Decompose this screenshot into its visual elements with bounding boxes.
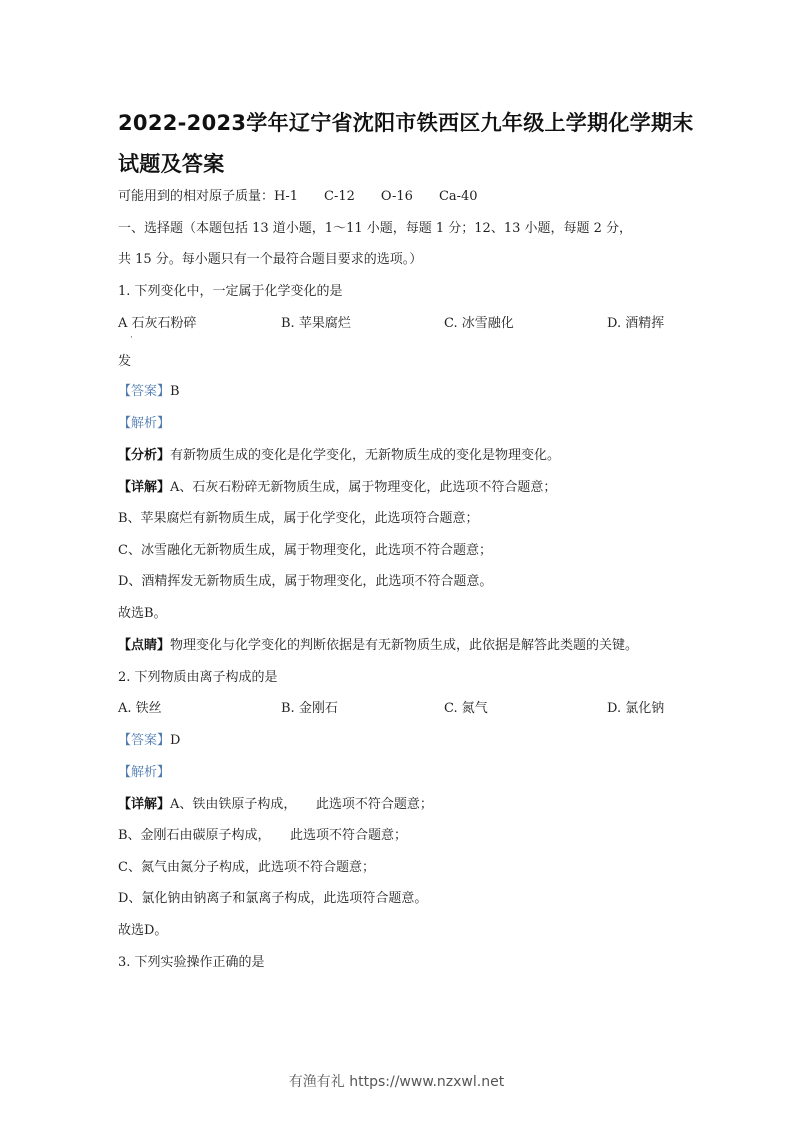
question-2-option-c: C. 氮气 bbox=[444, 701, 488, 716]
question-1-conclusion: 故选B。 bbox=[118, 606, 167, 621]
question-1-option-c: C. 冰雪融化 bbox=[444, 316, 514, 331]
question-1-dianjing bbox=[118, 638, 638, 654]
detail-text: A、石灰石粉碎无新物质生成，属于物理变化，此选项不符合题意； bbox=[170, 480, 557, 495]
question-1-option-d: D. 酒精挥 bbox=[607, 316, 665, 331]
document-title-line-2: 试题及答案 bbox=[118, 152, 225, 176]
detail-label: 【详解】 bbox=[118, 797, 171, 812]
question-1-answer bbox=[118, 384, 180, 400]
question-2-detail-a bbox=[118, 797, 433, 813]
dianjing-label: 【点睛】 bbox=[118, 638, 171, 653]
question-1-fenxi bbox=[118, 448, 560, 464]
atomic-masses: 可能用到的相对原子质量：H-1 C-12 O-16 Ca-40 bbox=[118, 189, 478, 204]
question-1-option-b: B. 苹果腐烂 bbox=[281, 316, 351, 331]
question-1-stem: 1. 下列变化中，一定属于化学变化的是 bbox=[118, 284, 343, 299]
footer-watermark: 有渔有礼 https://www.nzxwl.net bbox=[288, 1074, 505, 1090]
question-2-detail-d: D、氯化钠由钠离子和氯离子构成，此选项符合题意。 bbox=[118, 891, 428, 906]
question-1-detail-a bbox=[118, 480, 556, 496]
question-1-option-d-wrap: 发 bbox=[118, 354, 132, 369]
section-instructions-line-1: 一、选择题（本题包括 13 道小题，1～11 小题，每题 1 分；12、13 小题，每题 2 分， bbox=[118, 221, 633, 236]
fenxi-label: 【分析】 bbox=[118, 448, 171, 463]
question-2-answer bbox=[118, 733, 180, 749]
analysis-label: 【解析】 bbox=[118, 765, 171, 780]
question-2-option-b: B. 金刚石 bbox=[281, 701, 338, 716]
question-2-detail-c: C、氮气由氮分子构成，此选项不符合题意； bbox=[118, 860, 375, 875]
document-title-line-1: 2022-2023学年辽宁省沈阳市铁西区九年级上学期化学期末 bbox=[118, 111, 694, 135]
section-instructions-line-2: 共 15 分。每小题只有一个最符合题目要求的选项。） bbox=[118, 252, 423, 267]
question-2-detail-b: B、金刚石由碳原子构成， 此选项不符合题意； bbox=[118, 828, 408, 843]
question-2-option-d: D. 氯化钠 bbox=[607, 701, 665, 716]
question-1-option-a: A 石灰石粉碎 bbox=[118, 316, 197, 331]
answer-value: D bbox=[170, 733, 181, 748]
detail-label: 【详解】 bbox=[118, 480, 171, 495]
question-3-stem: 3. 下列实验操作正确的是 bbox=[118, 955, 265, 970]
detail-text: A、铁由铁原子构成， 此选项不符合题意； bbox=[170, 797, 433, 812]
question-1-analysis-heading bbox=[118, 416, 170, 432]
fenxi-text: 有新物质生成的变化是化学变化，无新物质生成的变化是物理变化。 bbox=[170, 448, 561, 463]
answer-label: 【答案】 bbox=[118, 733, 171, 748]
question-1-detail-d: D、酒精挥发无新物质生成，属于物理变化，此选项不符合题意。 bbox=[118, 574, 493, 589]
question-1-detail-c: C、冰雪融化无新物质生成，属于物理变化，此选项不符合题意； bbox=[118, 543, 492, 558]
answer-value: B bbox=[170, 384, 180, 399]
question-2-stem: 2. 下列物质由离子构成的是 bbox=[118, 670, 278, 685]
analysis-label: 【解析】 bbox=[118, 416, 171, 431]
question-2-analysis-heading bbox=[118, 765, 170, 781]
question-2-conclusion: 故选D。 bbox=[118, 923, 168, 938]
question-2-option-a: A. 铁丝 bbox=[118, 701, 162, 716]
stray-dot-mark: · bbox=[130, 333, 133, 343]
dianjing-text: 物理变化与化学变化的判断依据是有无新物质生成，此依据是解答此类题的关键。 bbox=[170, 638, 639, 653]
question-1-detail-b: B、苹果腐烂有新物质生成，属于化学变化，此选项符合题意； bbox=[118, 511, 479, 526]
answer-label: 【答案】 bbox=[118, 384, 171, 399]
